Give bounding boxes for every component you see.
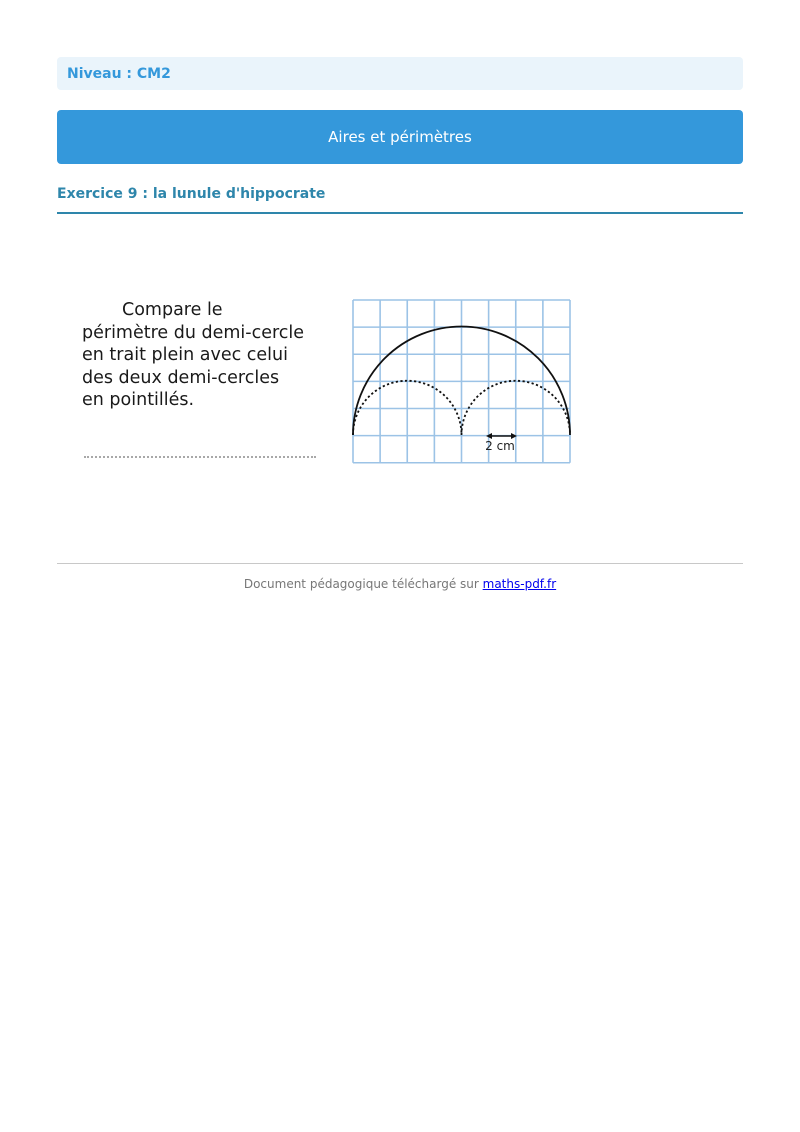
level-text: Niveau : CM2 xyxy=(67,65,171,82)
semicircle-figure xyxy=(350,298,574,468)
instruction-line: en pointillés. xyxy=(82,390,195,410)
page-title: Aires et périmètres xyxy=(328,128,472,146)
exercise-instruction xyxy=(82,299,342,412)
instruction-line: périmètre du demi-cercle xyxy=(82,322,305,343)
instruction-line: des deux demi-cercles xyxy=(82,367,280,388)
exercise-title-text: Exercice 9 : la lunule d'hippocrate xyxy=(57,186,326,202)
scale-label: 2 cm xyxy=(485,439,515,453)
footer-link[interactable]: maths-pdf.fr xyxy=(482,577,557,591)
grid-squares xyxy=(353,300,570,463)
answer-dotted-line xyxy=(84,456,316,458)
instruction-line: en trait plein avec celui xyxy=(82,345,288,365)
exercise-title xyxy=(57,186,743,214)
footer-text: Document pédagogique téléchargé sur xyxy=(243,577,483,591)
footer-divider xyxy=(57,563,743,564)
footer xyxy=(57,577,743,591)
level-label xyxy=(57,57,743,90)
instruction-line: Compare le xyxy=(122,300,223,320)
page-title-banner xyxy=(57,110,743,164)
